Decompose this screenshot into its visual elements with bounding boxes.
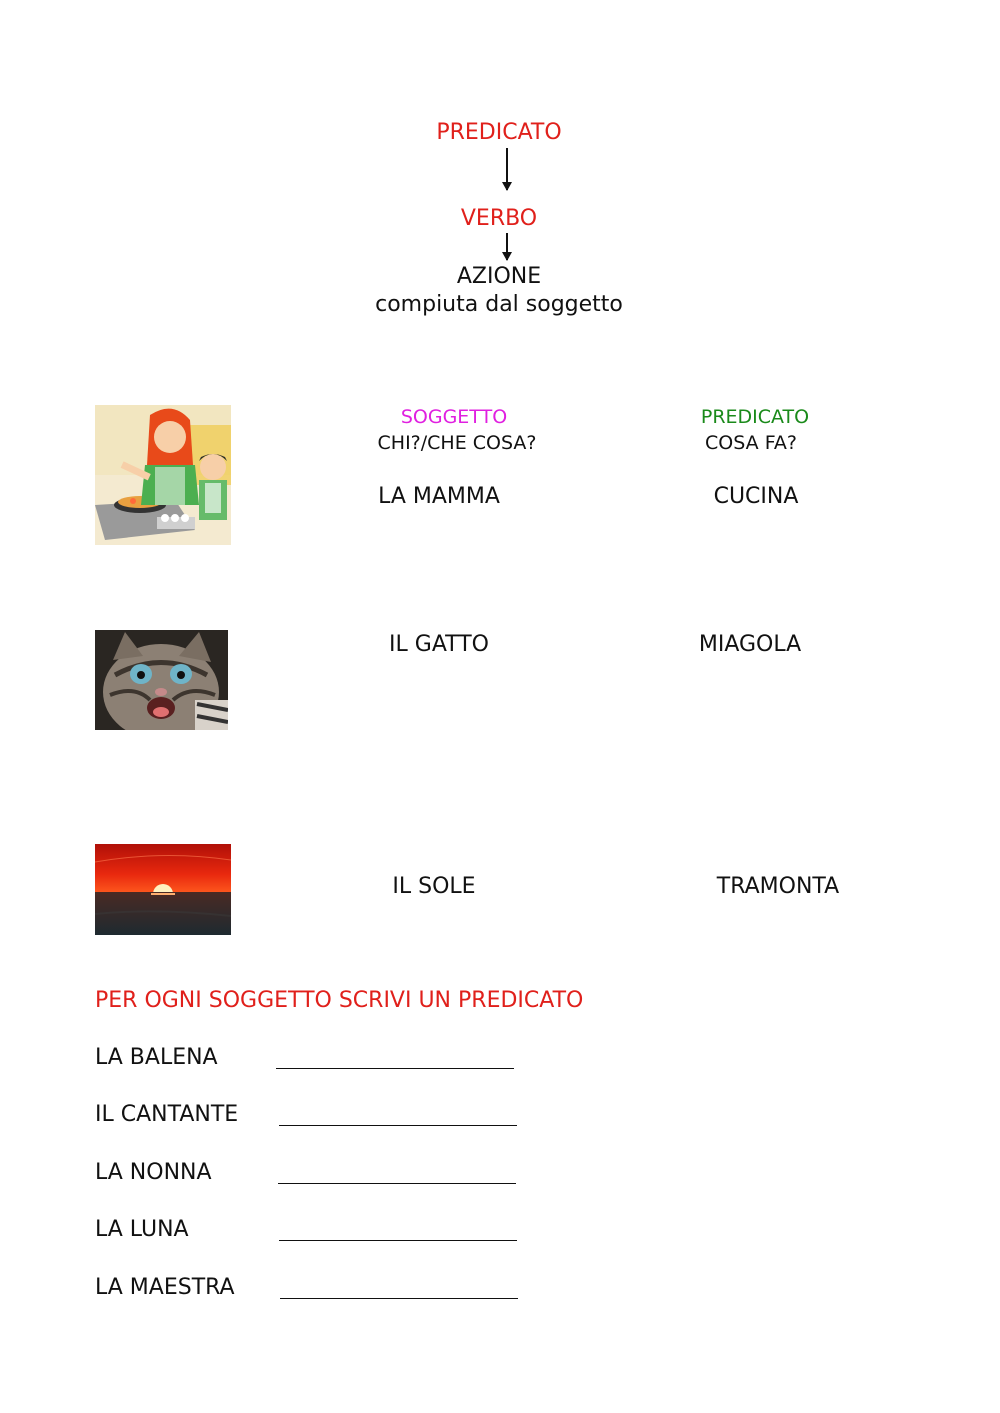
diagram-predicato: PREDICATO: [436, 120, 562, 145]
kitten-picture: [95, 630, 228, 730]
exercise-instruction: PER OGNI SOGGETTO SCRIVI UN PREDICATO: [95, 988, 584, 1013]
down-arrow-icon: [506, 148, 508, 190]
example-subject: IL GATTO: [389, 632, 489, 657]
answer-blank-line[interactable]: [280, 1298, 518, 1299]
subject-column-title: SOGGETTO: [400, 406, 508, 428]
diagram-verbo: VERBO: [460, 206, 538, 231]
subject-column-question: CHI?/CHE COSA?: [377, 432, 537, 454]
mother-cooking-picture: [95, 405, 231, 545]
predicate-column-question: COSA FA?: [705, 432, 797, 454]
example-predicate: CUCINA: [713, 484, 799, 509]
exercise-subject-label: LA LUNA: [95, 1217, 189, 1242]
example-subject: LA MAMMA: [378, 484, 500, 509]
exercise-subject-label: LA BALENA: [95, 1045, 218, 1070]
down-arrow-icon: [506, 233, 508, 260]
example-predicate: TRAMONTA: [716, 874, 840, 899]
exercise-subject-label: LA NONNA: [95, 1160, 212, 1185]
diagram-azione: AZIONE: [456, 264, 542, 289]
answer-blank-line[interactable]: [278, 1183, 516, 1184]
exercise-subject-label: LA MAESTRA: [95, 1275, 235, 1300]
example-predicate: MIAGOLA: [698, 632, 802, 657]
predicate-column-title: PREDICATO: [700, 406, 810, 428]
answer-blank-line[interactable]: [276, 1068, 514, 1069]
diagram-azione-subtitle: compiuta dal soggetto: [375, 292, 623, 317]
answer-blank-line[interactable]: [279, 1125, 517, 1126]
answer-blank-line[interactable]: [279, 1240, 517, 1241]
sunset-picture: [95, 844, 231, 935]
example-subject: IL SOLE: [392, 874, 476, 899]
exercise-subject-label: IL CANTANTE: [95, 1102, 239, 1127]
